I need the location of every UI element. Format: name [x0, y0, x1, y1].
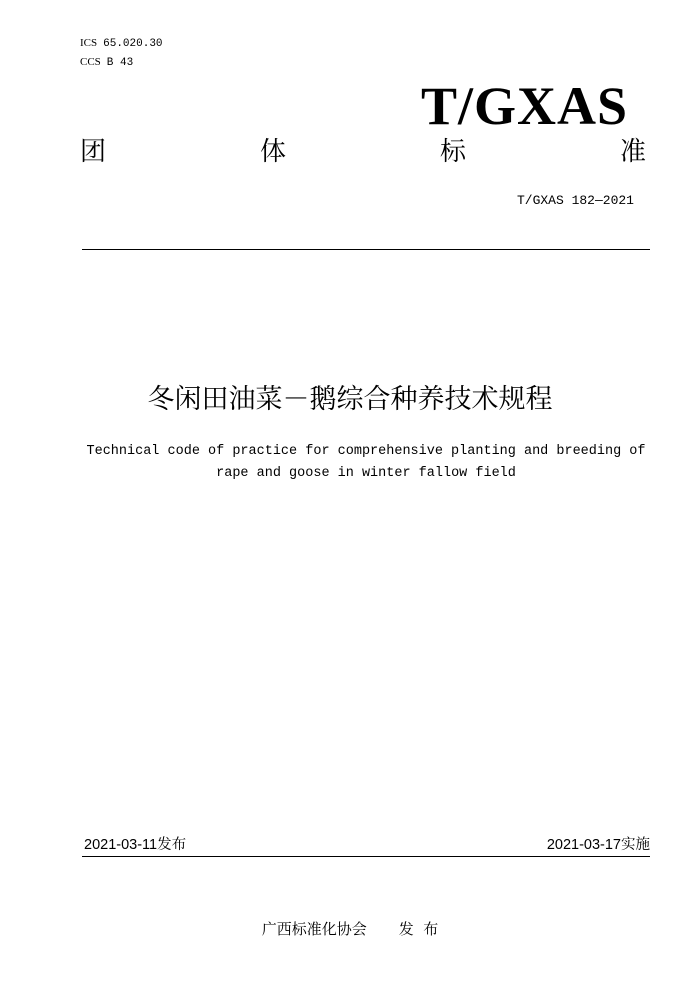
standard-category	[80, 135, 646, 169]
ics-line	[80, 34, 163, 53]
publisher-line	[0, 918, 700, 940]
standard-brand: T/GXAS	[420, 76, 628, 136]
ics-code: 65.020.30	[103, 38, 163, 50]
implement-info	[547, 835, 650, 855]
publish-label: 发 布	[398, 920, 439, 938]
category-char: 团	[80, 137, 107, 167]
standard-number: T/GXAS 182—2021	[516, 193, 634, 208]
ics-label: ICS	[80, 37, 98, 49]
ccs-line	[80, 53, 163, 72]
title-english-line: rape and goose in winter fallow field	[216, 466, 516, 481]
issue-info	[84, 835, 186, 855]
category-char: 准	[619, 137, 646, 167]
implement-label: 实施	[621, 837, 650, 853]
classification-codes	[80, 34, 163, 72]
title-chinese: 冬闲田油菜－鹅综合种养技术规程	[147, 384, 553, 415]
header-divider	[82, 249, 650, 250]
title-english	[60, 441, 672, 485]
issue-label: 发布	[157, 837, 187, 853]
ccs-label: CCS	[80, 56, 101, 68]
footer-divider	[82, 856, 650, 857]
issue-date: 2021-03-11	[84, 837, 158, 853]
implement-date: 2021-03-17	[546, 837, 621, 853]
category-char: 体	[259, 137, 286, 167]
category-char: 标	[439, 137, 466, 167]
title-english-line: Technical code of practice for comprehensive planting and breeding of	[86, 444, 646, 459]
publisher-name: 广西标准化协会	[261, 920, 367, 938]
ccs-code: B 43	[106, 57, 134, 69]
